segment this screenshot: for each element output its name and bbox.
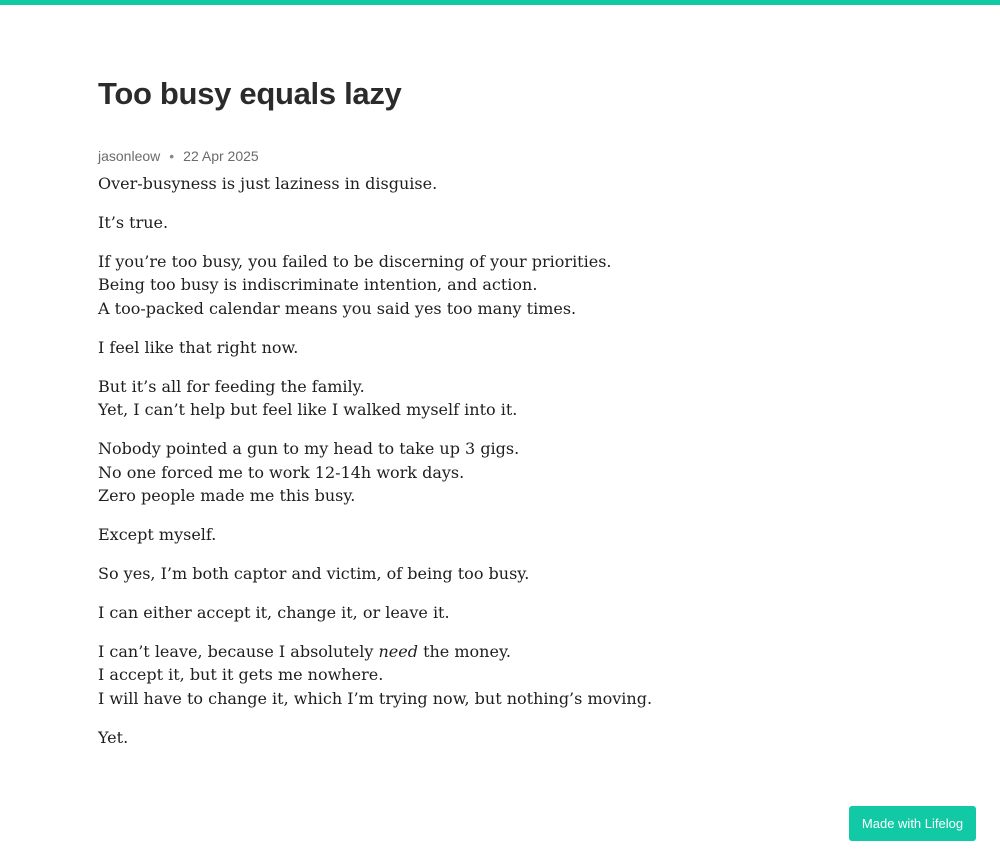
post-meta [98,148,259,164]
paragraph-line: Yet. [98,727,129,747]
paragraph-line: It’s true. [98,213,169,232]
text-run: the money. [417,642,511,662]
paragraph-line: Being too busy is indiscriminate intention, and action. [98,275,538,295]
paragraph [98,562,718,585]
paragraph-line: No one forced me to work 12-14h work days. [98,462,465,482]
emphasis-text: need [378,642,418,662]
paragraph-line: A too-packed calendar means you said yes too many times. [98,298,577,318]
paragraph [98,172,718,195]
paragraph-line: I can either accept it, change it, or leave it. [98,603,450,623]
post-author[interactable]: jasonleow [98,148,161,164]
made-with-lifelog-button[interactable]: Made with Lifelog [849,806,976,841]
paragraph-line: Except myself. [98,525,217,545]
paragraph-line: So yes, I’m both captor and victim, of being too busy. [98,564,530,584]
paragraph [98,640,718,710]
paragraph [98,437,718,507]
paragraph-line [98,640,718,663]
meta-separator: • [169,148,175,164]
paragraph-line: If you’re too busy, you failed to be discerning of your priorities. [98,252,612,271]
paragraph-line: Zero people made me this busy. [98,486,356,506]
paragraph-line: Nobody pointed a gun to my head to take up 3 gigs. [98,439,520,459]
paragraph [98,211,718,234]
paragraph-line: I feel like that right now. [98,337,299,357]
paragraph [98,336,718,359]
paragraph [98,726,718,749]
text-run: I can’t leave, because I absolutely [98,642,379,662]
paragraph-line: Yet, I can’t help but feel like I walked myself into it. [98,400,518,420]
paragraph-line: But it’s all for feeding the family. [98,376,365,396]
paragraph-line: I will have to change it, which I’m trying now, but nothing’s moving. [98,688,653,708]
post-title: Too busy equals lazy [98,76,402,111]
top-accent-bar [0,0,1000,5]
post-body [98,172,718,765]
paragraph-line: Over-busyness is just laziness in disguise. [98,174,438,193]
paragraph [98,375,718,422]
post-date: 22 Apr 2025 [183,148,259,164]
paragraph-line: I accept it, but it gets me nowhere. [98,665,384,685]
paragraph [98,523,718,546]
paragraph [98,250,718,320]
paragraph [98,601,718,624]
